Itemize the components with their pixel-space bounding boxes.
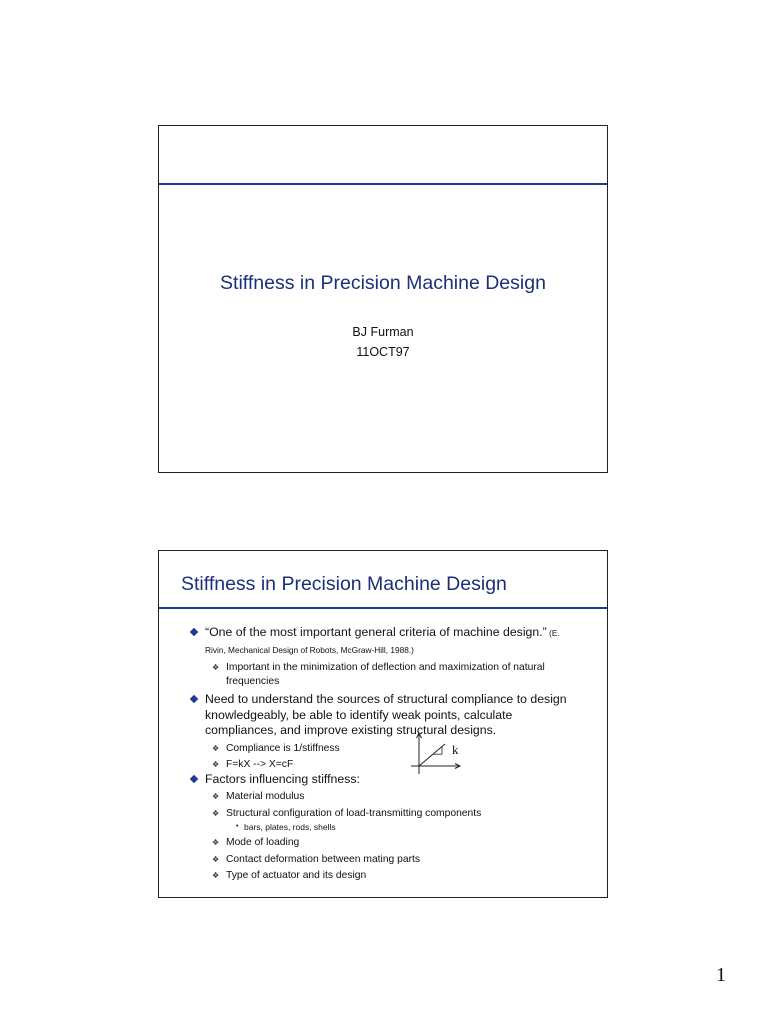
bullet-line: Factors influencing stiffness: — [205, 771, 360, 786]
presentation-date: 11OCT97 — [356, 345, 410, 359]
ornament-bullet-icon: ❖ — [212, 663, 220, 672]
title-slide-divider — [159, 183, 607, 185]
sub-sub-bullet-text: bars, plates, rods, shells — [244, 822, 336, 832]
stiffness-label: k — [452, 742, 459, 757]
force-deflection-axes-icon — [409, 728, 469, 778]
sub-bullet-text: Material modulus — [226, 791, 305, 802]
sub-bullet-text: F=kX --> X=cF — [226, 759, 294, 770]
sub-bullet-text: Compliance is 1/stiffness — [226, 742, 340, 754]
ornament-bullet-icon: ❖ — [212, 838, 220, 847]
sub-bullet-text: Important in the minimization of deflection and maximization of natural — [226, 662, 545, 673]
sub-bullet-text: Mode of loading — [226, 837, 300, 848]
bullet-line: Need to understand the sources of structural compliance to design — [205, 692, 567, 706]
sub-bullet-text: Contact deformation between mating parts — [226, 853, 421, 865]
sub-bullet — [189, 836, 589, 850]
sub-bullet — [189, 807, 589, 821]
bullet-factors — [189, 772, 589, 788]
sub-bullet — [189, 758, 589, 772]
sub-bullet-text-cont: frequencies — [226, 675, 280, 687]
title-slide — [158, 125, 608, 473]
sub-sub-bullet — [189, 821, 589, 833]
stiffness-diagram — [409, 728, 469, 778]
sub-bullet — [189, 853, 589, 867]
content-slide — [158, 550, 608, 898]
bullet-quote — [189, 625, 589, 658]
dot-bullet-icon: • — [236, 823, 239, 830]
slide-body — [189, 625, 589, 883]
content-slide-divider — [159, 607, 607, 609]
sub-bullet — [189, 661, 589, 688]
sub-bullet-text: Type of actuator and its design — [226, 870, 367, 881]
content-slide-heading: Stiffness in Precision Machine Design — [181, 573, 507, 595]
diamond-bullet-icon — [190, 628, 198, 636]
diamond-bullet-icon — [190, 695, 198, 703]
title-slide-heading: Stiffness in Precision Machine Design — [220, 272, 546, 294]
citation-source: Rivin, Mechanical Design of Robots, McGraw-Hill, 1988.) — [205, 644, 414, 655]
sub-bullet — [189, 790, 589, 804]
bullet-line: knowledgeably, be able to identify weak points, calculate — [205, 707, 513, 722]
ornament-bullet-icon: ❖ — [212, 743, 220, 753]
sub-bullet-text: Structural configuration of load-transmitting components — [226, 807, 482, 819]
ornament-bullet-icon: ❖ — [212, 792, 220, 801]
diamond-bullet-icon — [190, 774, 198, 782]
author-name: BJ Furman — [352, 325, 414, 339]
ornament-bullet-icon: ❖ — [212, 871, 220, 880]
bullet-line: compliances, and improve existing structural designs. — [205, 723, 497, 737]
quote-text: “One of the most important general criteria of machine design.” — [205, 625, 547, 639]
ornament-bullet-icon: ❖ — [212, 808, 220, 818]
sub-bullet — [189, 742, 589, 756]
citation-start: (E. — [546, 628, 560, 638]
ornament-bullet-icon: ❖ — [212, 854, 220, 864]
ornament-bullet-icon: ❖ — [212, 760, 220, 769]
sub-bullet — [189, 869, 589, 883]
page-number: 1 — [716, 964, 726, 986]
bullet-compliance — [189, 692, 589, 739]
